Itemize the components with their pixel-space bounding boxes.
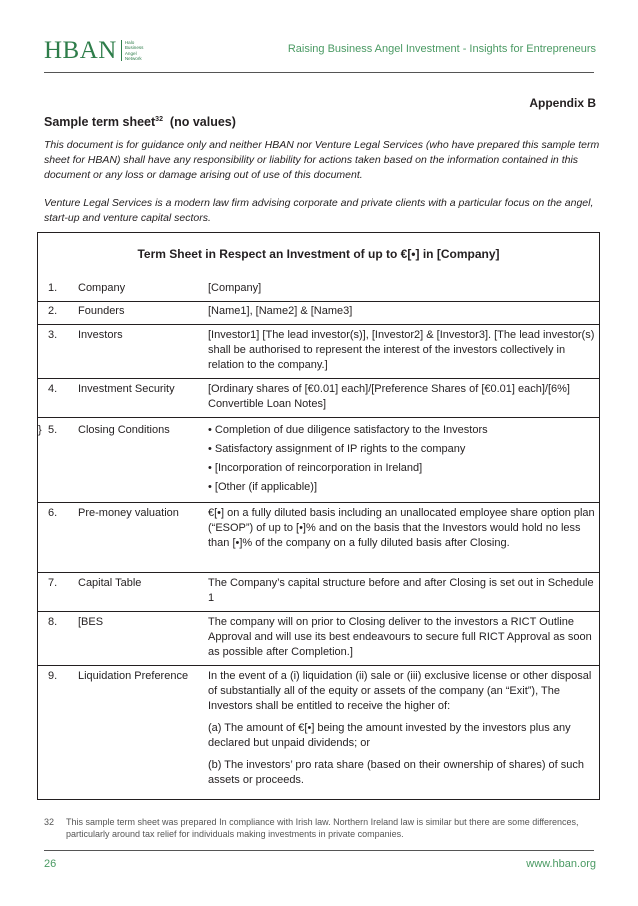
footnote-text: This sample term sheet was prepared In compliance with Irish law. Northern Ireland law is similar but there are some differences, particularly around tax relief for individuals making investments in private companies. <box>66 817 579 839</box>
row-label: Closing Conditions <box>78 424 170 436</box>
row-label: Investors <box>78 329 123 341</box>
row-divider <box>38 301 599 302</box>
row-value <box>208 615 598 667</box>
row-divider <box>38 378 599 379</box>
row-value-text: In the event of a (i) liquidation (ii) sale or (iii) exclusive license or other disposal of substantially all of the equity or assets of the company (an “Exit”), The Investors shall be entitled to receive the higher of: <box>208 670 592 712</box>
row-divider <box>38 665 599 666</box>
row-value <box>208 328 598 380</box>
website-link[interactable]: www.hban.org <box>526 858 596 870</box>
appendix-label: Appendix B <box>529 96 596 110</box>
row-number: 8. <box>48 616 58 628</box>
section-title <box>44 115 236 129</box>
logo-mark: HBAN <box>44 37 117 64</box>
logo-line: Business <box>124 45 144 51</box>
section-title-text: Sample term sheet <box>44 115 156 129</box>
row-value-text: [Company] <box>208 282 262 294</box>
row-label: Founders <box>78 305 125 317</box>
footnote <box>44 816 600 840</box>
bullet-item: • Completion of due diligence satisfactory to the Investors <box>208 424 488 436</box>
row-divider <box>38 417 599 418</box>
row-divider <box>38 572 599 573</box>
row-number: 1. <box>48 282 58 294</box>
row-number: 2. <box>48 305 58 317</box>
row-label: Company <box>78 282 126 294</box>
logo-line: Network <box>124 55 142 61</box>
row-number: 9. <box>48 670 58 682</box>
page-number: 26 <box>44 858 57 870</box>
row-value-text: €[•] on a fully diluted basis including an unallocated employee share option plan (“ESOP”) of up to [•]% and on the basis that the Investors would hold no less than [•]% of the company on a fully diluted basis after Closing. <box>208 507 595 549</box>
term-sheet-table <box>37 232 600 800</box>
row-label: Pre-money valuation <box>78 507 179 519</box>
logo-subtitle <box>121 40 144 61</box>
term-sheet-title: Term Sheet in Respect an Investment of up to €[•] in [Company] <box>137 247 500 261</box>
header-title: Raising Business Angel Investment - Insights for Entrepreneurs <box>287 43 596 55</box>
row-label: Investment Security <box>78 383 175 395</box>
row-value <box>208 506 598 558</box>
row-number: 5. <box>48 424 58 436</box>
row-divider <box>38 611 599 612</box>
row-value <box>208 576 598 613</box>
row-divider <box>38 324 599 325</box>
footnote-ref: 32 <box>155 116 163 123</box>
logo-line: Angel <box>124 50 137 56</box>
row-value <box>208 382 598 419</box>
logo-line: Halo <box>124 40 135 45</box>
section-title-suffix: (no values) <box>169 115 236 129</box>
bullet-item: • [Incorporation of reincorporation in Ireland] <box>208 462 423 474</box>
row-value <box>208 669 598 795</box>
row-value-text: [Name1], [Name2] & [Name3] <box>208 305 353 317</box>
hban-logo <box>44 38 143 63</box>
row-number: 4. <box>48 383 58 395</box>
disclaimer-paragraph: This document is for guidance only and neither HBAN nor Venture Legal Services (who have prepared this sample term sheet for HBAN) shall have any responsibility or liability for actions taken based on the information contained in this document or any loss or damage arising out of use of this document. <box>44 139 600 181</box>
table-row: 5. Closing Conditions • Completion of due diligence satisfactory to the Investors • Satisfactory assignment of IP rights to the company • [Incorporation of reincorporation in Ireland] • [Other (if applicable)] } <box>38 423 599 438</box>
header-divider <box>44 72 594 73</box>
row-divider <box>38 502 599 503</box>
footer-divider <box>44 850 594 851</box>
bullet-item: • [Other (if applicable)] <box>208 481 318 493</box>
row-value <box>208 423 598 499</box>
row-value-text: [Investor1] [The lead investor(s)], [Investor2] & [Investor3]. [The lead investor(s) shall be authorised to represent the interest of the investors collectively in relation to the company.] <box>208 329 595 371</box>
footnote-number: 32 <box>44 817 55 827</box>
row-label: Capital Table <box>78 577 142 589</box>
row-value-text: (b) The investors’ pro rata share (based on their ownership of shares) of such assets or proceeds. <box>208 759 585 786</box>
row-value-text: The Company’s capital structure before and after Closing is set out in Schedule 1 <box>208 577 594 604</box>
row-value-text: The company will on prior to Closing deliver to the investors a RICT Outline Approval and will use its best endeavours to secure full RICT Approval as soon as possible after Completion.] <box>208 616 592 658</box>
row-label: Liquidation Preference <box>78 670 189 682</box>
row-label: [BES <box>78 616 104 628</box>
firm-description-paragraph: Venture Legal Services is a modern law firm advising corporate and private clients with a particular focus on the angel, start-up and venture capital sectors. <box>44 197 594 224</box>
row-number: 6. <box>48 507 58 519</box>
row-value <box>208 304 598 326</box>
bullet-item: • Satisfactory assignment of IP rights to the company <box>208 443 466 455</box>
row-number: 7. <box>48 577 58 589</box>
row-value-text: (a) The amount of €[•] being the amount invested by the investors plus any declared but unpaid dividends; or <box>208 722 571 749</box>
row-value-text: [Ordinary shares of [€0.01] each]/[Preference Shares of [€0.01] each]/[6%] Convertible Loan Notes] <box>208 383 570 410</box>
row-value <box>208 281 598 303</box>
row-number: 3. <box>48 329 58 341</box>
